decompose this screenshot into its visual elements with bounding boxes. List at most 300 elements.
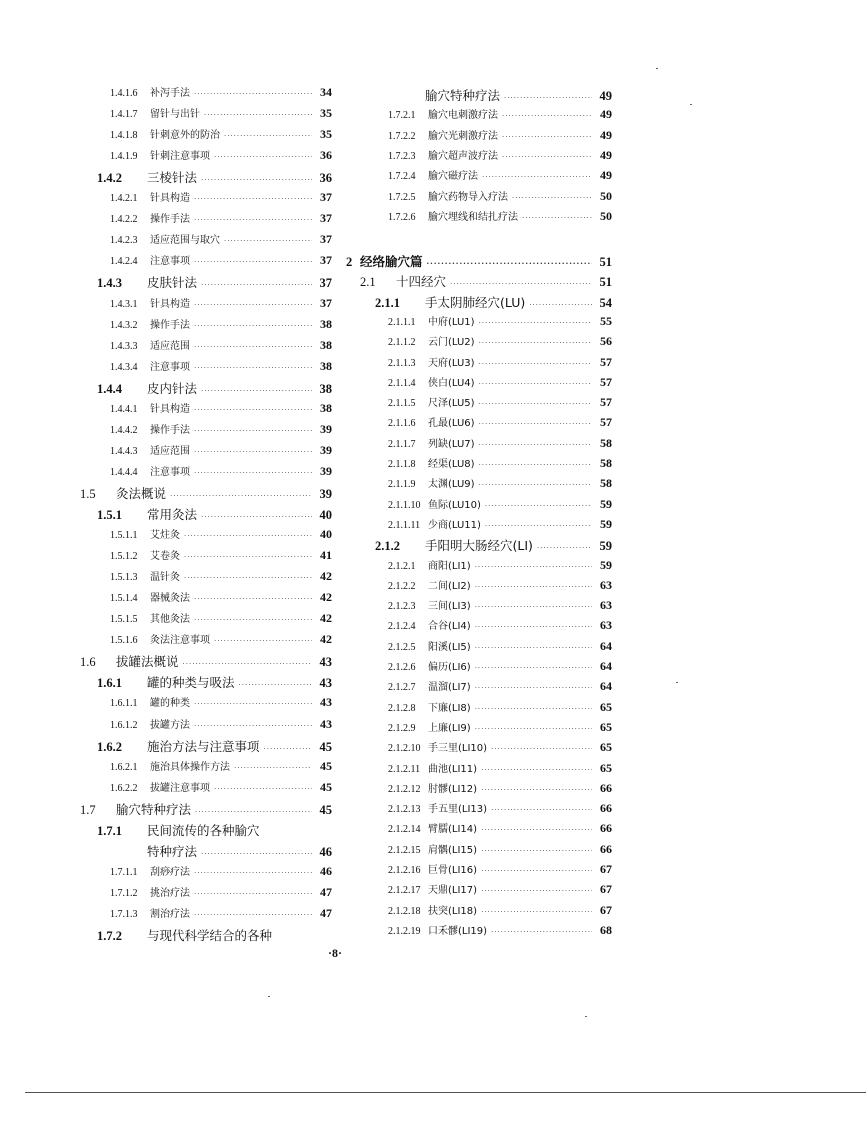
toc-entry-page: 59 [599,539,612,554]
dot-leader [201,176,312,184]
dot-leader [537,544,592,552]
dot-leader [479,339,592,347]
toc-entry-number: 1.7.2.2 [388,130,416,142]
toc-entry-page: 38 [320,316,332,331]
toc-entry-page: 55 [600,313,612,328]
toc-entry-page: 43 [319,655,332,670]
toc-entry[interactable] [110,252,332,272]
toc-entry-page: 67 [600,862,612,876]
dot-leader [239,681,312,689]
toc-entry-page: 51 [599,255,612,269]
toc-entry-number: 1.6.1 [97,676,122,691]
dot-leader [194,216,312,224]
dot-leader [194,195,312,203]
toc-entry-page: 45 [320,779,332,794]
toc-entry[interactable] [388,354,612,374]
toc-entry-number: 1.4.2.4 [110,256,138,268]
toc-entry-title: 与现代科学结合的各种 [147,928,273,943]
toc-entry-page: 67 [600,882,612,897]
toc-entry-title: 十四经穴 [396,274,447,290]
toc-entry-title: 针具构造 [150,193,190,205]
toc-entry-title: 针具构造 [150,298,190,310]
toc-entry-page: 59 [600,557,612,572]
toc-entry[interactable] [97,926,332,946]
toc-entry-number: 1.4.1.6 [110,88,138,99]
toc-entry-title: 特种疗法 [147,843,198,859]
toc-entry[interactable] [110,442,332,462]
toc-entry-number: 1.5.1.3 [110,572,138,584]
toc-entry-title: 手太阴肺经穴(LU) [425,294,526,310]
toc-entry[interactable] [388,617,612,637]
toc-entry-number: 2.1.1.2 [388,337,416,349]
toc-entry[interactable] [360,272,612,292]
toc-entry[interactable] [110,84,332,104]
toc-entry[interactable] [388,638,612,658]
toc-entry[interactable] [110,400,332,420]
toc-entry-title: 艾炷灸 [150,530,180,542]
toc-entry-title: 侠白(LU4) [428,377,475,389]
toc-entry-number: 1.4.2.1 [110,193,138,205]
dot-leader [234,764,312,772]
toc-entry-title: 注意事项 [150,256,190,268]
dot-leader [204,111,312,119]
toc-entry-title: 拔罐方法 [150,719,190,731]
toc-entry-title: 腧穴电刺激疗法 [428,110,498,122]
toc-entry[interactable] [110,905,332,925]
dot-leader [184,532,312,540]
toc-entry-title: 腧穴磁疗法 [428,171,478,183]
toc-entry[interactable] [388,516,612,536]
toc-entry-number: 1.4.2.3 [110,235,138,247]
toc-entry-title: 经渠(LU8) [428,459,475,470]
toc-entry-title: 少商(LU11) [428,519,481,531]
dot-leader [194,90,312,98]
toc-entry-title: 补泻手法 [150,88,190,99]
toc-entry-number: 2.1.2.14 [388,824,421,836]
toc-entry-page: 40 [320,527,332,542]
toc-entry-number: 1.4.3.3 [110,340,138,352]
toc-entry[interactable] [388,719,612,739]
toc-entry-title: 留针与出针 [150,109,200,121]
toc-entry-page: 38 [319,381,332,396]
toc-entry[interactable] [388,147,612,167]
toc-entry[interactable] [425,86,612,106]
toc-entry-number: 1.7.2.3 [388,150,416,162]
toc-entry-title: 鱼际(LU10) [428,499,481,511]
toc-entry-page: 39 [320,442,332,457]
toc-entry[interactable] [388,902,612,922]
toc-entry-number: 1.7.2.1 [388,110,416,122]
scan-speck [690,104,692,105]
toc-entry-page: 51 [599,275,612,290]
toc-entry-number: 1.4.2 [97,171,122,186]
toc-entry-title: 针具构造 [150,403,190,415]
toc-entry[interactable] [388,167,612,187]
toc-entry[interactable] [388,577,612,597]
toc-entry-number: 2.1.2.4 [388,621,416,633]
dot-leader [481,887,592,895]
toc-entry[interactable] [388,414,612,434]
toc-entry[interactable] [388,678,612,698]
toc-entry-number: 2.1 [360,275,376,290]
toc-entry-page: 42 [320,590,332,605]
toc-entry-number: 2.1.2.15 [388,844,421,856]
toc-entry[interactable] [388,394,612,414]
toc-entry[interactable] [388,557,612,577]
dot-leader [194,406,312,414]
toc-entry-page: 65 [600,699,612,714]
toc-entry-page: 38 [320,358,332,373]
toc-entry-number: 1.4.2.2 [110,214,138,226]
toc-entry[interactable] [110,547,332,567]
toc-entry[interactable] [80,652,332,672]
toc-entry-page: 66 [600,841,612,856]
dot-leader [194,700,312,708]
toc-entry[interactable] [388,861,612,881]
dot-leader [479,319,592,327]
toc-entry-title: 艾卷灸 [150,551,180,563]
toc-entry-page: 65 [600,719,612,734]
dot-leader [201,850,312,858]
toc-entry-title: 操作手法 [150,424,190,436]
scan-speck [268,996,270,997]
dot-leader [485,502,592,510]
dot-leader [479,481,592,489]
toc-entry[interactable] [388,208,612,228]
toc-entry-number: 2.1.2.2 [388,580,416,592]
toc-entry[interactable] [97,821,332,841]
toc-entry-page: 35 [320,106,332,121]
toc-entry-title: 拔罐注意事项 [150,782,210,794]
toc-entry[interactable] [388,699,612,719]
toc-entry-page: 45 [319,739,332,754]
toc-entry-number: 1.7.2.5 [388,191,416,203]
toc-entry-number: 2.1.2.11 [388,763,421,775]
toc-entry-page: 67 [600,902,612,917]
toc-entry-page: 43 [320,695,332,710]
toc-entry[interactable] [388,127,612,147]
toc-entry[interactable] [388,841,612,861]
dot-leader [201,387,312,395]
toc-entry-page: 38 [320,400,332,415]
scan-speck [585,1016,587,1017]
toc-entry-page: 66 [600,801,612,816]
toc-entry[interactable] [346,252,612,272]
toc-entry-number: 1.4.3.1 [110,298,138,310]
dot-leader [194,469,312,477]
toc-entry-page: 57 [600,354,612,369]
toc-entry[interactable] [375,293,612,313]
toc-entry-page: 34 [320,85,332,99]
dot-leader [214,785,312,793]
toc-entry[interactable] [110,863,332,883]
toc-entry-page: 45 [319,802,332,817]
toc-entry-title: 肘髎(LI12) [428,783,478,795]
dot-leader [184,553,312,561]
dot-leader [482,173,592,181]
toc-entry-title: 适应范围 [150,340,190,352]
toc-entry-number: 2.1.2 [375,539,400,554]
toc-entry[interactable] [388,496,612,516]
toc-entry-page: 59 [600,496,612,511]
toc-entry-page: 42 [320,632,332,647]
toc-entry[interactable] [110,884,332,904]
toc-entry-page: 43 [320,716,332,731]
toc-entry[interactable] [110,716,332,736]
dot-leader [194,364,312,372]
toc-entry[interactable] [388,800,612,820]
toc-entry-title: 施治具体操作方法 [150,761,230,773]
toc-entry-number: 1.5.1.2 [110,551,138,563]
dot-leader [224,237,312,245]
dot-leader [184,574,312,582]
toc-entry[interactable] [388,780,612,800]
dot-leader [481,867,592,875]
toc-entry[interactable] [388,313,612,333]
toc-entry-title: 曲池(LI11) [428,763,478,775]
toc-entry[interactable] [147,842,332,862]
toc-entry[interactable] [388,922,612,942]
toc-entry-number: 2.1.1.10 [388,499,421,511]
dot-leader [475,664,592,672]
toc-entry-page: 40 [319,508,332,522]
toc-entry[interactable] [388,881,612,901]
toc-entry[interactable] [388,455,612,475]
toc-entry-page: 50 [600,188,612,203]
toc-entry-title: 中府(LU1) [428,316,475,328]
toc-entry[interactable] [110,589,332,609]
toc-entry-page: 64 [600,638,612,653]
toc-entry[interactable] [110,694,332,714]
toc-entry[interactable] [388,188,612,208]
toc-entry[interactable] [97,673,332,693]
toc-entry[interactable] [388,739,612,759]
toc-entry[interactable] [110,568,332,588]
dot-leader [502,112,592,120]
dot-leader [183,660,312,668]
toc-entry[interactable] [110,779,332,799]
toc-entry[interactable] [388,435,612,455]
toc-entry-page: 64 [600,679,612,694]
toc-entry-title: 其他灸法 [150,614,190,626]
toc-entry[interactable] [97,379,332,399]
toc-entry-title: 操作手法 [150,319,190,331]
toc-entry[interactable] [110,316,332,336]
toc-entry[interactable] [97,273,332,293]
dot-leader [502,133,592,141]
toc-entry-page: 47 [320,905,332,920]
toc-entry-number: 1.4.3 [97,276,122,291]
toc-entry-title: 尺泽(LU5) [428,398,475,410]
toc-entry-page: 49 [599,89,612,103]
dot-leader [502,153,592,161]
toc-entry-title: 腧穴特种疗法 [425,88,501,103]
toc-entry[interactable] [110,105,332,125]
toc-entry-page: 37 [320,232,332,247]
toc-entry-page: 37 [320,211,332,226]
toc-entry-number: 1.4.4.1 [110,403,138,415]
toc-entry-number: 1.4.3.2 [110,319,138,331]
toc-entry-page: 65 [600,760,612,775]
dot-leader [512,194,592,202]
toc-entry-title: 下廉(LI8) [428,702,471,714]
toc-entry-number: 2.1.2.3 [388,601,416,613]
toc-entry-title: 适应范围与取穴 [150,235,220,247]
toc-entry-number: 1.7.1.3 [110,908,138,920]
toc-entry-number: 2.1.2.5 [388,641,416,653]
toc-entry-number: 2.1.2.16 [388,865,421,876]
toc-entry-page: 42 [320,569,332,584]
toc-entry[interactable] [110,147,332,167]
toc-entry-number: 1.7.2.4 [388,171,416,183]
toc-entry-page: 36 [319,171,332,186]
toc-entry[interactable] [97,505,332,525]
dot-leader [195,808,312,816]
toc-entry[interactable] [80,800,332,820]
toc-entry-title: 上廉(LI9) [428,722,471,734]
toc-entry[interactable] [388,820,612,840]
toc-entry-number: 1.4.4 [97,381,122,396]
toc-entry[interactable] [97,168,332,188]
toc-entry-number: 1.4.3.4 [110,361,138,373]
toc-entry-title: 器械灸法 [150,593,190,605]
toc-entry-page: 46 [319,844,332,859]
toc-entry[interactable] [388,597,612,617]
toc-entry[interactable] [375,536,612,556]
toc-entry-number: 1.7 [80,802,96,817]
toc-entry-title: 手三里(LI10) [428,743,488,755]
toc-entry[interactable] [110,189,332,209]
toc-entry[interactable] [110,631,332,651]
toc-entry-number: 2.1.2.12 [388,783,421,795]
dot-leader [479,360,592,368]
toc-entry-number: 1.7.2 [97,929,122,943]
toc-entry-page: 65 [600,740,612,755]
toc-entry-title: 云门(LU2) [428,337,475,349]
toc-entry[interactable] [388,475,612,495]
scan-speck [656,68,658,69]
toc-entry-title: 刮痧疗法 [150,866,190,878]
toc-entry-number: 2 [346,255,353,269]
toc-entry-title: 腧穴药物导入疗法 [428,191,508,203]
toc-entry[interactable] [110,231,332,251]
dot-leader [194,616,312,624]
toc-entry-page: 36 [320,148,332,163]
toc-entry[interactable] [80,484,332,504]
toc-entry-page: 59 [600,516,612,531]
toc-entry-title: 腧穴埋线和结扎疗法 [428,211,518,223]
toc-entry-title: 口禾髎(LI19) [428,925,488,937]
dot-leader [479,441,592,449]
toc-entry-title: 割治疗法 [150,908,190,920]
toc-entry-number: 2.1.2.10 [388,743,421,755]
toc-entry[interactable] [388,658,612,678]
toc-entry-number: 1.6.2 [97,739,122,754]
toc-entry-page: 39 [319,486,332,501]
dot-leader [481,908,592,916]
toc-entry-title: 太渊(LU9) [428,479,475,491]
toc-entry[interactable] [388,374,612,394]
toc-entry-title: 三棱针法 [147,170,198,186]
toc-entry-title: 操作手法 [150,214,190,226]
toc-entry-number: 1.4.1.7 [110,109,138,121]
toc-entry-page: 37 [320,295,332,310]
toc-entry-title: 合谷(LI4) [428,621,471,633]
toc-entry-page: 58 [600,435,612,450]
toc-entry-title: 天鼎(LI17) [428,885,478,897]
dot-leader [481,786,592,794]
toc-entry-number: 2.1.2.17 [388,885,421,897]
toc-entry[interactable] [110,295,332,315]
dot-leader [504,94,592,102]
toc-entry-title: 民间流传的各种腧穴 [147,822,260,838]
toc-entry-title: 拔罐法概说 [116,654,179,670]
dot-leader [194,343,312,351]
toc-entry-page: 37 [319,276,332,291]
toc-entry-number: 2.1.1.5 [388,398,416,410]
dot-leader [491,928,592,936]
toc-entry[interactable] [110,758,332,778]
toc-entry-title: 挑治疗法 [150,887,190,899]
toc-entry-number: 1.7.1 [97,823,122,838]
toc-entry-page: 37 [320,190,332,205]
toc-entry-title: 二间(LI2) [428,580,471,592]
dot-leader [479,380,592,388]
toc-entry-title: 三间(LI3) [428,601,471,613]
toc-entry-page: 49 [600,127,612,142]
toc-entry[interactable] [110,337,332,357]
toc-entry-page: 64 [600,659,612,673]
dot-leader [522,214,592,222]
toc-entry-title: 罐的种类与吸法 [147,675,235,691]
toc-entry[interactable] [110,526,332,546]
toc-entry-page: 54 [599,295,612,310]
page-number: ·8· [328,946,343,960]
toc-entry[interactable] [388,333,612,353]
toc-entry[interactable] [110,358,332,378]
toc-entry-title: 偏历(LI6) [428,662,471,673]
dot-leader [194,322,312,330]
dot-leader [475,603,592,611]
toc-entry[interactable] [110,421,332,441]
toc-entry-title: 手五里(LI13) [428,804,488,816]
toc-entry[interactable] [97,737,332,757]
dot-leader [201,281,312,289]
toc-entry-page: 63 [600,598,612,613]
dot-leader [479,400,592,408]
toc-entry-number: 2.1.1.8 [388,459,416,470]
toc-entry[interactable] [110,610,332,630]
toc-entry-page: 50 [600,208,612,223]
toc-entry[interactable] [110,463,332,483]
toc-entry-title: 温针灸 [150,572,180,584]
toc-entry-number: 2.1.2.1 [388,560,416,572]
toc-entry-title: 温溜(LI7) [428,682,471,694]
toc-entry[interactable] [110,126,332,146]
toc-entry-number: 2.1.1.11 [388,519,421,531]
toc-entry[interactable] [110,210,332,230]
toc-entry-page: 68 [600,922,612,937]
toc-entry-page: 57 [600,374,612,389]
dot-leader [194,869,312,877]
toc-entry-number: 1.7.1.2 [110,887,138,899]
toc-entry-number: 2.1.1.9 [388,479,416,491]
toc-entry-number: 2.1.2.8 [388,702,416,714]
toc-entry[interactable] [388,760,612,780]
toc-entry-title: 手阳明大肠经穴(LI) [425,538,533,554]
toc-entry-number: 1.4.4.3 [110,445,138,457]
toc-entry[interactable] [388,106,612,126]
